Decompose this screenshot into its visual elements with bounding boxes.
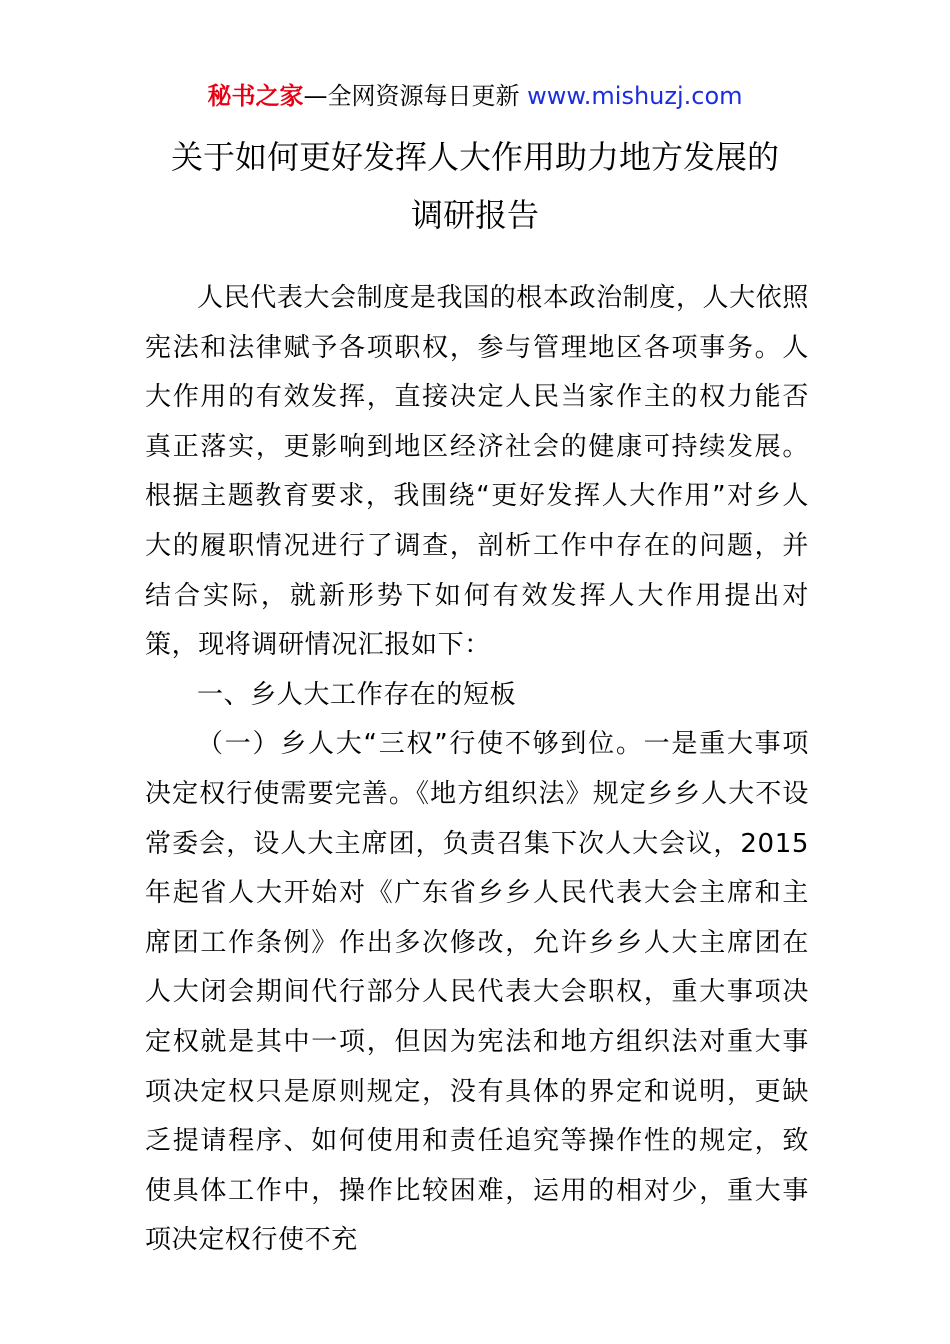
document-title <box>0 128 950 244</box>
intro-paragraph: 人民代表大会制度是我国的根本政治制度，人大依照宪法和法律赋予各项职权，参与管理地区各项事务。人大作用的有效发挥，直接决定人民当家作主的权力能否真正落实，更影响到地区经济社会的健康可持续发展。根据主题教育要求，我围绕“更好发挥人大作用”对乡人大的履职情况进行了调查，剖析工作中存在的问题，并结合实际，就新形势下如何有效发挥人大作用提出对策，现将调研情况汇报如下： <box>145 283 809 661</box>
document-title-line-1: 关于如何更好发挥人大作用助力地方发展的 <box>170 138 779 176</box>
section-heading: 一、乡人大工作存在的短板 <box>197 679 517 710</box>
watermark-url-link[interactable]: www.mishuzj.com <box>527 82 743 110</box>
site-watermark-header <box>0 80 950 112</box>
watermark-tagline: —全网资源每日更新 <box>303 82 528 110</box>
watermark-brand: 秘书之家 <box>207 82 304 110</box>
document-title-line-2: 调研报告 <box>410 196 539 234</box>
subsection-paragraph: （一）乡人大“三权”行使不够到位。一是重大事项决定权行使需要完善。《地方组织法》规定乡乡人大不设常委会，设人大主席团，负责召集下次人大会议，2015 年起省人大开始对《广东省乡乡人民代表大会主席和主席团工作条例》作出多次修改，允许乡乡人大主席团在人大闭会期间代行部分人民代表大会职权，重大事项决定权就是其中一项，但因为宪法和地方组织法对重大事项决定权只是原则规定，没有具体的界定和说明，更缺乏提请程序、如何使用和责任追究等操作性的规定，致使具体工作中，操作比较困难，运用的相对少，重大事项决定权行使不充 <box>145 729 809 1256</box>
document-body <box>145 274 809 1266</box>
